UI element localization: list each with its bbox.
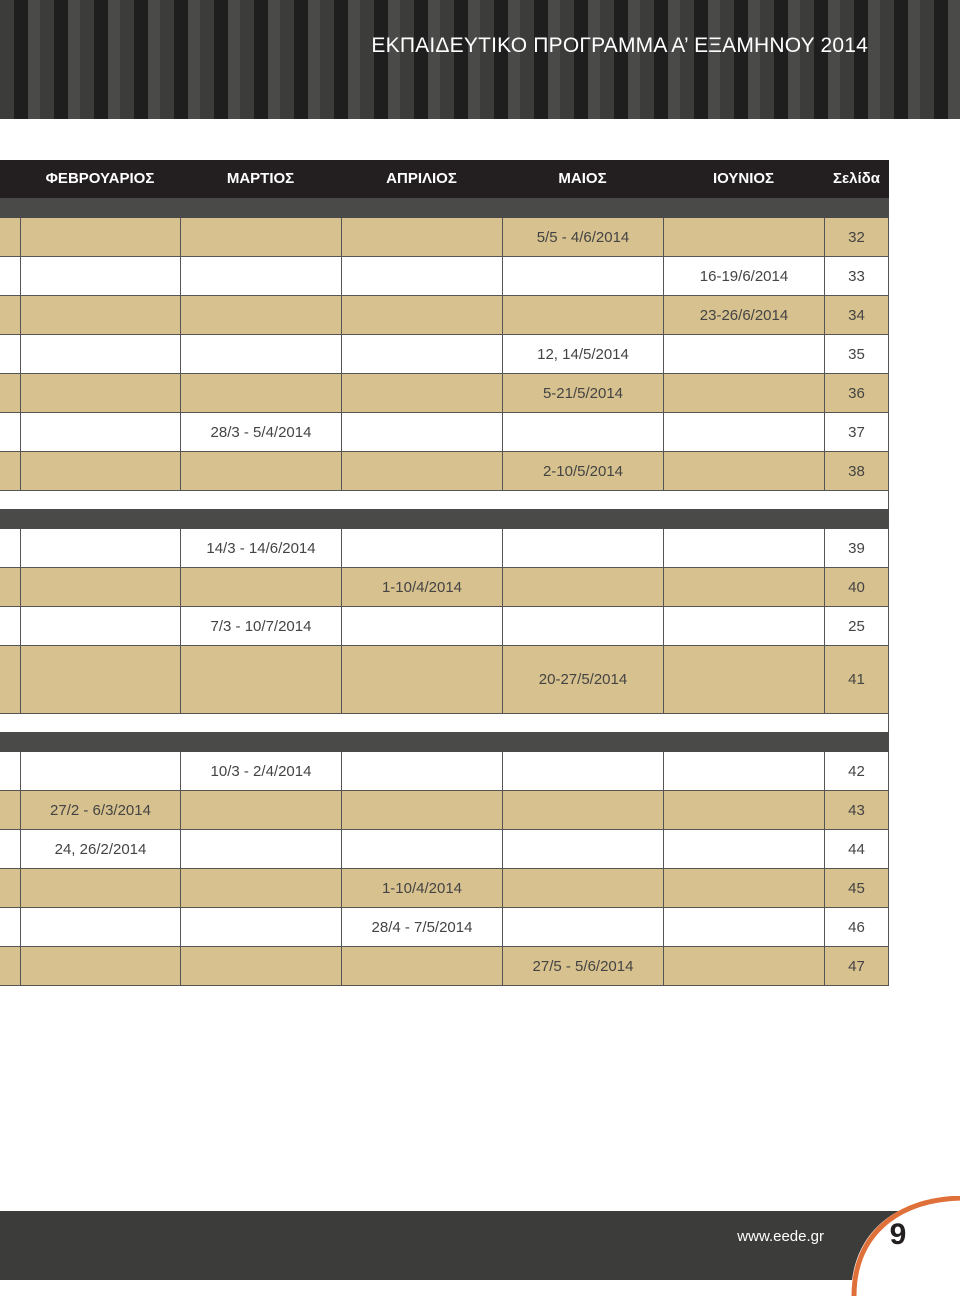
table-row [0, 452, 889, 491]
cell-lead [0, 908, 20, 946]
cell-page: 41 [824, 646, 889, 713]
cell-april: 1-10/4/2014 [341, 869, 502, 907]
table-row [0, 947, 889, 986]
cell-february [20, 529, 180, 567]
table-row [0, 257, 889, 296]
cell-page: 44 [824, 830, 889, 868]
cell-march [180, 335, 341, 373]
footer-bar [0, 1211, 960, 1280]
cell-march [180, 646, 341, 713]
cell-page: 39 [824, 529, 889, 567]
cell-february [20, 947, 180, 985]
cell-february: 27/2 - 6/3/2014 [20, 791, 180, 829]
cell-march [180, 869, 341, 907]
cell-february [20, 607, 180, 645]
column-header-april: ΑΠΡΙΛΙΟΣ [386, 170, 457, 187]
cell-may: 12, 14/5/2014 [502, 335, 663, 373]
cell-may [502, 752, 663, 790]
cell-may [502, 413, 663, 451]
cell-june [663, 413, 824, 451]
cell-page: 40 [824, 568, 889, 606]
cell-lead [0, 296, 20, 334]
cell-june [663, 830, 824, 868]
column-header-row [0, 160, 889, 198]
cell-may [502, 830, 663, 868]
column-header-page: Σελίδα [833, 170, 880, 187]
cell-june [663, 791, 824, 829]
cell-april: 28/4 - 7/5/2014 [341, 908, 502, 946]
cell-page: 42 [824, 752, 889, 790]
cell-june [663, 335, 824, 373]
cell-march [180, 452, 341, 490]
cell-february [20, 646, 180, 713]
cell-february [20, 218, 180, 256]
cell-may [502, 568, 663, 606]
cell-april [341, 791, 502, 829]
cell-march: 14/3 - 14/6/2014 [180, 529, 341, 567]
cell-june [663, 908, 824, 946]
cell-lead [0, 830, 20, 868]
cell-lead [0, 374, 20, 412]
cell-lead [0, 452, 20, 490]
cell-march [180, 218, 341, 256]
cell-june [663, 218, 824, 256]
section-divider-band [0, 509, 889, 529]
cell-lead [0, 218, 20, 256]
cell-april [341, 646, 502, 713]
cell-may [502, 869, 663, 907]
cell-june [663, 947, 824, 985]
table-row [0, 908, 889, 947]
section-gap [0, 491, 889, 509]
cell-may [502, 791, 663, 829]
cell-february [20, 452, 180, 490]
cell-lead [0, 791, 20, 829]
cell-april [341, 218, 502, 256]
cell-page: 47 [824, 947, 889, 985]
cell-february [20, 908, 180, 946]
cell-may [502, 908, 663, 946]
table-row [0, 296, 889, 335]
cell-april [341, 452, 502, 490]
column-header-march: ΜΑΡΤΙΟΣ [226, 170, 295, 187]
table-row [0, 830, 889, 869]
table-row [0, 607, 889, 646]
cell-page: 38 [824, 452, 889, 490]
cell-may: 2-10/5/2014 [502, 452, 663, 490]
cell-june [663, 529, 824, 567]
cell-june [663, 374, 824, 412]
column-header-june: ΙΟΥΝΙΟΣ [712, 170, 775, 187]
cell-march: 10/3 - 2/4/2014 [180, 752, 341, 790]
cell-june [663, 607, 824, 645]
cell-lead [0, 413, 20, 451]
cell-lead [0, 646, 20, 713]
header-stripe-band [0, 0, 960, 119]
cell-lead [0, 947, 20, 985]
cell-april [341, 752, 502, 790]
cell-june [663, 646, 824, 713]
table-row [0, 335, 889, 374]
table-row [0, 869, 889, 908]
cell-february [20, 752, 180, 790]
cell-page: 34 [824, 296, 889, 334]
cell-page: 36 [824, 374, 889, 412]
cell-may: 5/5 - 4/6/2014 [502, 218, 663, 256]
cell-june [663, 452, 824, 490]
table-row [0, 568, 889, 607]
table-row [0, 646, 889, 714]
cell-june: 16-19/6/2014 [663, 257, 824, 295]
table-row [0, 752, 889, 791]
cell-lead [0, 335, 20, 373]
cell-april [341, 947, 502, 985]
table-row [0, 791, 889, 830]
cell-lead [0, 607, 20, 645]
cell-may: 27/5 - 5/6/2014 [502, 947, 663, 985]
cell-april [341, 257, 502, 295]
cell-page: 37 [824, 413, 889, 451]
cell-june: 23-26/6/2014 [663, 296, 824, 334]
cell-page: 33 [824, 257, 889, 295]
cell-page: 43 [824, 791, 889, 829]
cell-february [20, 296, 180, 334]
cell-march [180, 791, 341, 829]
cell-page: 35 [824, 335, 889, 373]
cell-february [20, 257, 180, 295]
cell-march [180, 296, 341, 334]
cell-march [180, 908, 341, 946]
cell-april [341, 607, 502, 645]
page-number: 9 [889, 1218, 907, 1251]
cell-february [20, 374, 180, 412]
cell-march [180, 374, 341, 412]
cell-february [20, 568, 180, 606]
page-title: ΕΚΠΑΙΔΕΥΤΙΚΟ ΠΡΟΓΡΑΜΜΑ Α’ ΕΞΑΜΗΝΟΥ 2014 [371, 34, 868, 57]
cell-april [341, 529, 502, 567]
table-row [0, 218, 889, 257]
cell-page: 46 [824, 908, 889, 946]
column-header-may: ΜΑΙΟΣ [558, 170, 607, 187]
cell-june [663, 869, 824, 907]
cell-lead [0, 529, 20, 567]
section-divider-band [0, 198, 889, 218]
cell-may [502, 607, 663, 645]
cell-may: 20-27/5/2014 [502, 646, 663, 713]
cell-april [341, 374, 502, 412]
cell-lead [0, 568, 20, 606]
section-gap [0, 714, 889, 732]
cell-april [341, 335, 502, 373]
cell-page: 45 [824, 869, 889, 907]
cell-april [341, 830, 502, 868]
cell-march [180, 568, 341, 606]
cell-february: 24, 26/2/2014 [20, 830, 180, 868]
cell-february [20, 869, 180, 907]
cell-march [180, 947, 341, 985]
table-row [0, 529, 889, 568]
cell-june [663, 752, 824, 790]
table-row [0, 374, 889, 413]
cell-february [20, 413, 180, 451]
cell-march [180, 830, 341, 868]
cell-april: 1-10/4/2014 [341, 568, 502, 606]
cell-february [20, 335, 180, 373]
cell-lead [0, 752, 20, 790]
cell-june [663, 568, 824, 606]
cell-march [180, 257, 341, 295]
cell-may [502, 257, 663, 295]
cell-may [502, 296, 663, 334]
footer-url: www.eede.gr [737, 1228, 824, 1245]
section-divider-band [0, 732, 889, 752]
cell-lead [0, 257, 20, 295]
cell-page: 25 [824, 607, 889, 645]
cell-may: 5-21/5/2014 [502, 374, 663, 412]
cell-april [341, 296, 502, 334]
cell-may [502, 529, 663, 567]
cell-page: 32 [824, 218, 889, 256]
cell-lead [0, 869, 20, 907]
table-row [0, 413, 889, 452]
cell-march: 28/3 - 5/4/2014 [180, 413, 341, 451]
cell-april [341, 413, 502, 451]
cell-march: 7/3 - 10/7/2014 [180, 607, 341, 645]
column-header-february: ΦΕΒΡΟΥΑΡΙΟΣ [45, 170, 155, 187]
